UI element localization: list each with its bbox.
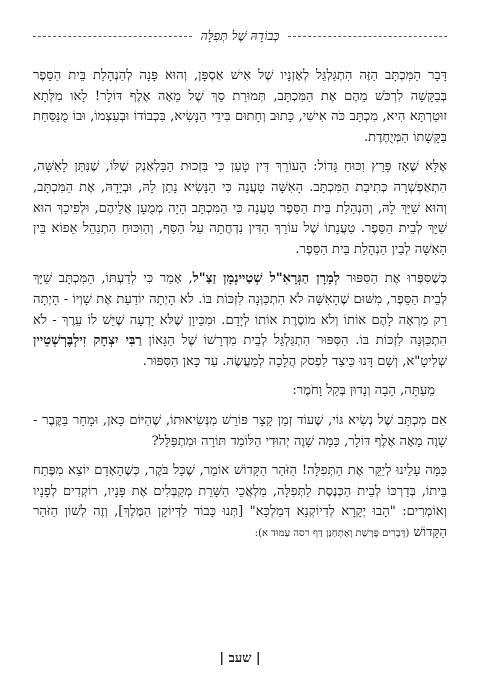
paragraph-5: אִם מִכְתָּב שֶׁל נְשִׂיא גּוֹי, שֶׁעוֹד זְמַן קָצָר פּוֹרֵשׁ מִנְּשִׂיאוּתוֹ, שֶׁהַיּוֹם כָּאן, וּמָחָר בַּקֶּבֶר - שָׁוֶה מֵאָה אֶלֶף דּוֹלָר, כַּמָּה שָׁוֶה יְהוּדִי הַלּוֹמֵד תּוֹרָה וּמִתְפַּלֵּל? <box>33 412 447 449</box>
header-rule-left <box>33 36 192 37</box>
paragraph-2: אֶלָּא שֶׁאָז פָּרַץ וִכּוּחַ גָּדוֹל: הָעוֹרֵךְ דִּין טָעַן כִּי בִּזְכוּת הַבַּלְאַנְק שֶׁלּוֹ, שֶׁנִּתַּן לָאִשָּׁה, הִתְאַפְשְׁרָה כְּתִיבַת הַמִּכְתָּב. הָאִשָּׁה טָעֲנָה כִּי הַנָּשִׂיא נָתַן לָהּ, וּבְיָדָהּ, אֶת הַמִּכְתָּב, וְהוּא שַׁיָּךְ לָהּ, וְהַנְהָלַת בֵּית הַסֵּפֶר טָעֲנָה כִּי הַמִּכְתָּב הָיָה מְמֻעָן אֲלֵיהֶם, וּלְפִיכָךְ הוּא שַׁיָּךְ לְבֵית הַסֵּפֶר. טַעֲנָתוֹ שֶׁל עוֹרֵךְ הַדִּין נִדְחֲתָה עַל הַסַּף, וְהַוִּכּוּחַ הִתְנַהֵל אֵפוֹא בֵּין הָאִשָּׁה לְבֵין הַנְהָלַת בֵּית הַסֵּפֶר. <box>33 159 447 257</box>
paragraph-6 <box>33 461 447 544</box>
header-title: כְּבוֹדָהּ שֶׁל תְּפִלָּה <box>200 28 280 43</box>
document-page <box>33 26 447 666</box>
paragraph-3-part-a: כְּשֶׁסִּפְּרוּ אֶת הַסִּפּוּר <box>339 271 448 287</box>
paragraph-3 <box>33 269 447 372</box>
paragraph-3-part-b: , אָמַר כִּי לְדַעְתּוֹ, הַמִּכְתָּב שַׁיָּךְ לְבֵית הַסֵּפֶר, מִשּׁוּם שֶׁהָאִשָּׁה לֹא הִתְכַּוְּנָה לִזְכּוֹת בּוֹ. לֹא הָיְתָה יוֹדַעַת אֶת שָׁוְיוֹ - הָיְתָה רַק מַרְאָה לָהֶם אוֹתוֹ וְלֹא מוֹסֶרֶת אוֹתוֹ לְיָדָם. וּמִכֵּיוָן שֶׁלֹּא יָדְעָה שֶׁיֵּשׁ לוֹ עֵרֶךְ - לֹא הִתְכַּוְּנָה לִזְכּוֹת בּוֹ. הַסִּפּוּר הִתְגַּלְגֵּל לְבֵית מִדְרָשׁוֹ שֶׁל הַגָּאוֹן <box>33 271 447 349</box>
rabbi-zilberstein-name: רַבִּי יִצְחָק זִילְבֶּרְשְׁטֵיין <box>33 333 142 349</box>
source-citation: (דְּבָרִים פָּרָשַׁת וָאֶתְחַנַּן דַּף רסה עַמּוּד א): <box>254 527 410 539</box>
paragraph-3-part-c: שְׁלִיטָ"א, וְשָׁם דָּנוּ כֵּיצַד לִפְסֹק הֲלָכָה לְמַעֲשֶׂה. עַד כָּאן הַסִּפּוּר. <box>142 353 447 369</box>
page-number: | שעב | <box>219 651 261 666</box>
paragraph-1: דָּבָר הַמִּכְתָּב הַזֶּה הִתְגַּלְגֵּל לְאָזְנָיו שֶׁל אִישׁ אַסְפָּן, וְהוּא פָּנָה לְהַנְהָלַת בֵּית הַסֵּפֶר בְּבַקָּשָׁה לִרְכֹּשׁ מֵהֶם אֶת הַמִּכְתָּב, תְּמוּרַת סַךְ שֶׁל מֵאָה אֶלֶף דּוֹלָר! לָאו מִלְּתָא זוּטַרְתָּא הִיא, מִכְתָּב כֹּה אִישִׁי, כָּתוּב וְחָתוּם בִּידֵי הַנָּשִׂיא, בִּכְבוֹדוֹ וּבְעַצְמוֹ, וּבוֹ מֻנַּסַּחַת בַּקָּשָׁתוֹ הַמְּיֻחֶדֶת. <box>33 68 447 145</box>
header-rule-right <box>288 36 447 37</box>
body-text <box>33 66 447 544</box>
paragraph-4: מֵעַתָּה, הָבָה וְנָדוּן בְּקַל וָחֹמֶר: <box>292 383 435 399</box>
rabbi-steinman-name: לְמָרָן הַגְּרָאִ"ל שְׁטַיינְמָן זַצַ"ל <box>192 271 340 287</box>
paragraph-6-text: כַּמָּה עָלֵינוּ לְיַקֵּר אֶת הַתְּפִלָּה! הַזֹּהַר הַקָּדוֹשׁ אוֹמֵר, שֶׁכָּל בֹּקֶר, כְּשֶׁהָאָדָם יוֹצֵא מִפֶּתַח בֵּיתוֹ, בְּדַרְכּוֹ לְבֵית הַכְּנֶסֶת לַתְּפִלָּה, מַלְאֲכֵי הַשָּׁרֵת מְקַבְּלִים אֶת פָּנָיו, רוֹקְדִים לְפָנָיו וְאוֹמְרִים: "הָבוּ יְקָרָא לְדִיוֹקְנָא דְּמַלְכָּא" [תְּנוּ כָּבוֹד לַדְּיוֹקָן הַמֶּלֶךְ], וְזֶה לְשׁוֹן הַזֹּהַר הַקָּדוֹשׁ <box>33 463 447 540</box>
running-header <box>33 26 447 46</box>
